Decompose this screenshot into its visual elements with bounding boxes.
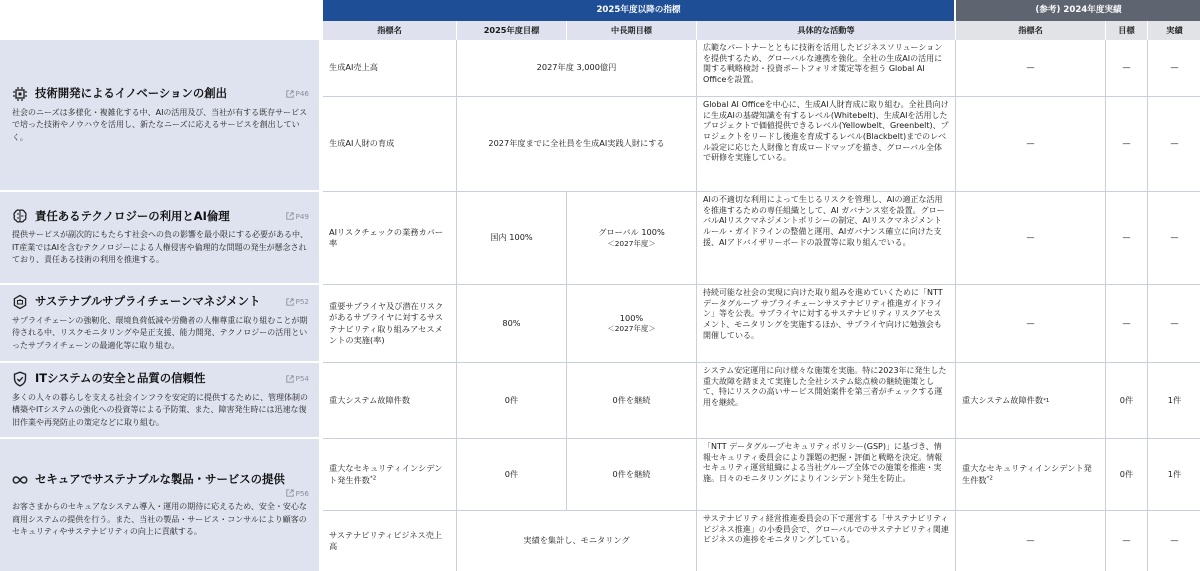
- activity-cell: Global AI Officeを中心に、生成AI人財育成に取り組む。全社員向けに生成AIの基礎知識を有するレベル(Whitebelt)、生成AIを活用したプロジェクトで価値提供できるレベル(Yellowbelt、Greenbelt)、プロジェクトをリードし後進を育成するレベル(Blackbelt)までのレベル設定に応じた人財像と育成ロードマップを描き、グローバル全体で研修を実施している。: [697, 97, 956, 192]
- ref-indicator-cell: —: [956, 97, 1106, 192]
- col-header-target-mid: 中長期目標: [567, 21, 697, 40]
- ref-target-cell: 0件: [1106, 363, 1148, 439]
- activity-cell: 「NTT データグループセキュリティポリシー(GSP)」に基づき、情報セキュリティ委員会により課題の把握・評価と戦略を決定。情報セキュリティ運営組織による当社グループ全体での施策を推進・実施。日々のモニタリングによりインシデント発生を防止。: [697, 439, 956, 511]
- activity-cell: システム安定運用に向け様々な施策を実施。特に2023年に発生した重大故障を踏まえて実施した全社システム総点検の継続施策として、特にリスクの高いサービス開始案件を第三者がチェックする運用を継続。: [697, 363, 956, 439]
- ref-result-cell: —: [1148, 285, 1200, 363]
- col-header-target-2025: 2025年度目標: [457, 21, 567, 40]
- col-header-ref-result: 実績: [1148, 21, 1200, 40]
- page-number: P56: [295, 488, 309, 498]
- ref-indicator-text: 重大システム故障件数: [962, 394, 1044, 405]
- theme-title: セキュアでサステナブルな製品・サービスの提供: [35, 471, 285, 486]
- footnote-mark: *2: [986, 474, 993, 481]
- header-spacer-2: [0, 21, 323, 40]
- indicator-text: 重大なセキュリティインシデント発生件数: [329, 463, 443, 485]
- ref-target-cell: —: [1106, 285, 1148, 363]
- theme-supply-chain: [0, 285, 323, 363]
- indicator-cell: 生成AI売上高: [323, 40, 457, 97]
- target-2025-cell: 国内 100%: [457, 192, 567, 285]
- ref-result-cell: —: [1148, 192, 1200, 285]
- target-2025-cell: 80%: [457, 285, 567, 363]
- page-link[interactable]: [286, 212, 309, 222]
- ref-result-cell: 1件: [1148, 363, 1200, 439]
- theme-it-reliability: [0, 363, 323, 439]
- activity-cell: 広範なパートナーとともに技術を活用したビジネスソリューションを提供するため、グローバルな連携を強化。全社の生成AIの活用に関する戦略検討・投資ポートフォリオ策定等を担う Global AI Officeを設置。: [697, 40, 956, 97]
- col-header-ref-target: 目標: [1106, 21, 1148, 40]
- external-link-icon: [286, 489, 294, 497]
- target-mid-cell: [567, 285, 697, 363]
- ref-indicator-cell: —: [956, 40, 1106, 97]
- theme-description: 社会のニーズは多様化・複雑化する中、AIの活用及び、当社が有する既存サービスで培った技術やノウハウを活用し、新たなニーズに応えるサービスを創出していく。: [12, 107, 308, 142]
- external-link-icon: [286, 375, 294, 383]
- indicator-cell: AIリスクチェックの業務カバー率: [323, 192, 457, 285]
- ref-indicator-cell: [956, 439, 1106, 511]
- indicator-cell: [323, 439, 457, 511]
- theme-description: サプライチェーンの強靭化、環境負荷低減や労働者の人権尊重に取り組むことが期待される中、リスクモニタリングや是正支援、能力開発、テクノロジーの活用といったサプライチェーンの最適化等に取り組む。: [12, 315, 308, 350]
- group-header-main: 2025年度以降の指標: [323, 0, 956, 21]
- ref-indicator-cell: —: [956, 285, 1106, 363]
- theme-description: 多くの人々の暮らしを支える社会インフラを安定的に提供するために、管理体制の構築やITシステムの強化への投資等による予防策、また、障害発生時には迅速な復旧作業や再発防止の策定などに取り組む。: [12, 392, 308, 427]
- theme-secure-products: [0, 439, 323, 571]
- ref-indicator-text: 重大なセキュリティインシデント発生件数: [962, 463, 1092, 485]
- target-2025-cell: 0件: [457, 363, 567, 439]
- page-number: P49: [295, 211, 309, 221]
- infinity-icon: [12, 472, 28, 488]
- group-header-reference: (参考) 2024年度実績: [956, 0, 1200, 21]
- theme-title: ITシステムの安全と品質の信頼性: [35, 371, 206, 386]
- brain-icon: [12, 208, 28, 224]
- ref-result-cell: 1件: [1148, 439, 1200, 511]
- target-mid-year: ＜2027年度＞: [607, 238, 656, 248]
- page-number: P54: [295, 374, 309, 384]
- external-link-icon: [286, 298, 294, 306]
- page-link[interactable]: [286, 89, 309, 99]
- col-header-ref-indicator: 指標名: [956, 21, 1106, 40]
- col-header-indicator: 指標名: [323, 21, 457, 40]
- target-mid-cell: 0件を継続: [567, 439, 697, 511]
- theme-title: 責任あるテクノロジーの利用とAI倫理: [35, 208, 230, 223]
- ref-indicator-cell: 重大システム故障件数 *1: [956, 363, 1106, 439]
- theme-title: サステナブルサプライチェーンマネジメント: [35, 294, 261, 309]
- ref-result-cell: —: [1148, 97, 1200, 192]
- ref-target-cell: —: [1106, 192, 1148, 285]
- activity-cell: サステナビリティ経営推進委員会の下で運営する「サステナビリティビジネス推進」の小委員会で、グローバルでのサステナビリティ関連ビジネスの進捗をモニタリングしている。: [697, 511, 956, 571]
- ref-target-cell: —: [1106, 40, 1148, 97]
- theme-description: 提供サービスが副次的にもたらす社会への負の影響を最小限にする必要がある中、IT産業ではAIを含むテクノロジーによる人権侵害や倫理的な問題の発生が懸念されており、責任ある技術の利用を推進する。: [12, 230, 308, 265]
- indicator-cell: サステナビリティビジネス売上高: [323, 511, 457, 571]
- page-link[interactable]: [286, 374, 309, 384]
- target-merged-cell: 2027年度までに全社員を生成AI実践人財にする: [457, 97, 697, 192]
- ref-target-cell: —: [1106, 97, 1148, 192]
- theme-title: 技術開発によるイノベーションの創出: [35, 86, 228, 101]
- page-link[interactable]: [286, 489, 309, 499]
- activity-cell: 持続可能な社会の実現に向けた取り組みを進めていくために「NTT データグループ サプライチェーンサステナビリティ推進ガイドライン」等を公表。サプライヤに対するサステナビリティリスクアセスメント、モニタリングを実施するほか、サプライヤ向けに勉強会も開催している。: [697, 285, 956, 363]
- footnote-mark: *2: [369, 474, 377, 481]
- header-spacer: [0, 0, 323, 21]
- supply-cycle-icon: [12, 294, 28, 310]
- indicator-cell: 重要サプライヤ及び潜在リスクがあるサプライヤに対するサステナビリティ取り組みアセスメントの実施(率): [323, 285, 457, 363]
- external-link-icon: [286, 90, 294, 98]
- ref-target-cell: —: [1106, 511, 1148, 571]
- page-link[interactable]: [286, 297, 309, 307]
- target-merged-cell: 2027年度 3,000億円: [457, 40, 697, 97]
- target-mid-cell: 0件を継続: [567, 363, 697, 439]
- theme-ai-ethics: [0, 192, 323, 285]
- page-number: P46: [295, 89, 309, 99]
- target-mid-year: ＜2027年度＞: [607, 324, 656, 334]
- indicator-cell: 重大システム故障件数: [323, 363, 457, 439]
- page-number: P52: [295, 297, 309, 307]
- target-mid-value: グローバル 100%: [598, 227, 665, 238]
- ref-target-cell: 0件: [1106, 439, 1148, 511]
- chip-icon: [12, 86, 28, 102]
- activity-cell: AIの不適切な利用によって生じるリスクを管理し、AIの適正な活用を推進するための専任組織として、AI ガバナンス室を設置。グローバルAIリスクマネジメントポリシーの制定、AIリスクマネジメントルール・ガイドラインの整備と運用、AIガバナンス確立に向けた支援、AIアドバイザリーボードの設置等に取り組んでいる。: [697, 192, 956, 285]
- target-merged-cell: 実績を集計し、モニタリング: [457, 511, 697, 571]
- indicator-cell: 生成AI人財の育成: [323, 97, 457, 192]
- target-mid-cell: [567, 192, 697, 285]
- shield-check-icon: [12, 371, 28, 387]
- target-2025-cell: 0件: [457, 439, 567, 511]
- ref-indicator-cell: —: [956, 192, 1106, 285]
- target-mid-value: 100%: [619, 312, 644, 323]
- external-link-icon: [286, 212, 294, 220]
- col-header-activities: 具体的な活動等: [697, 21, 956, 40]
- theme-description: お客さまからのセキュアなシステム導入・運用の期待に応えるため、安全・安心な商用システムの提供を行う。また、当社の製品・サービス・コンサルにより顧客のセキュリティやサステナビリティの向上に貢献する。: [12, 502, 307, 537]
- ref-result-cell: —: [1170, 535, 1179, 546]
- theme-innovation: [0, 40, 323, 192]
- ref-indicator-cell: —: [956, 511, 1106, 571]
- ref-result-cell: —: [1148, 40, 1200, 97]
